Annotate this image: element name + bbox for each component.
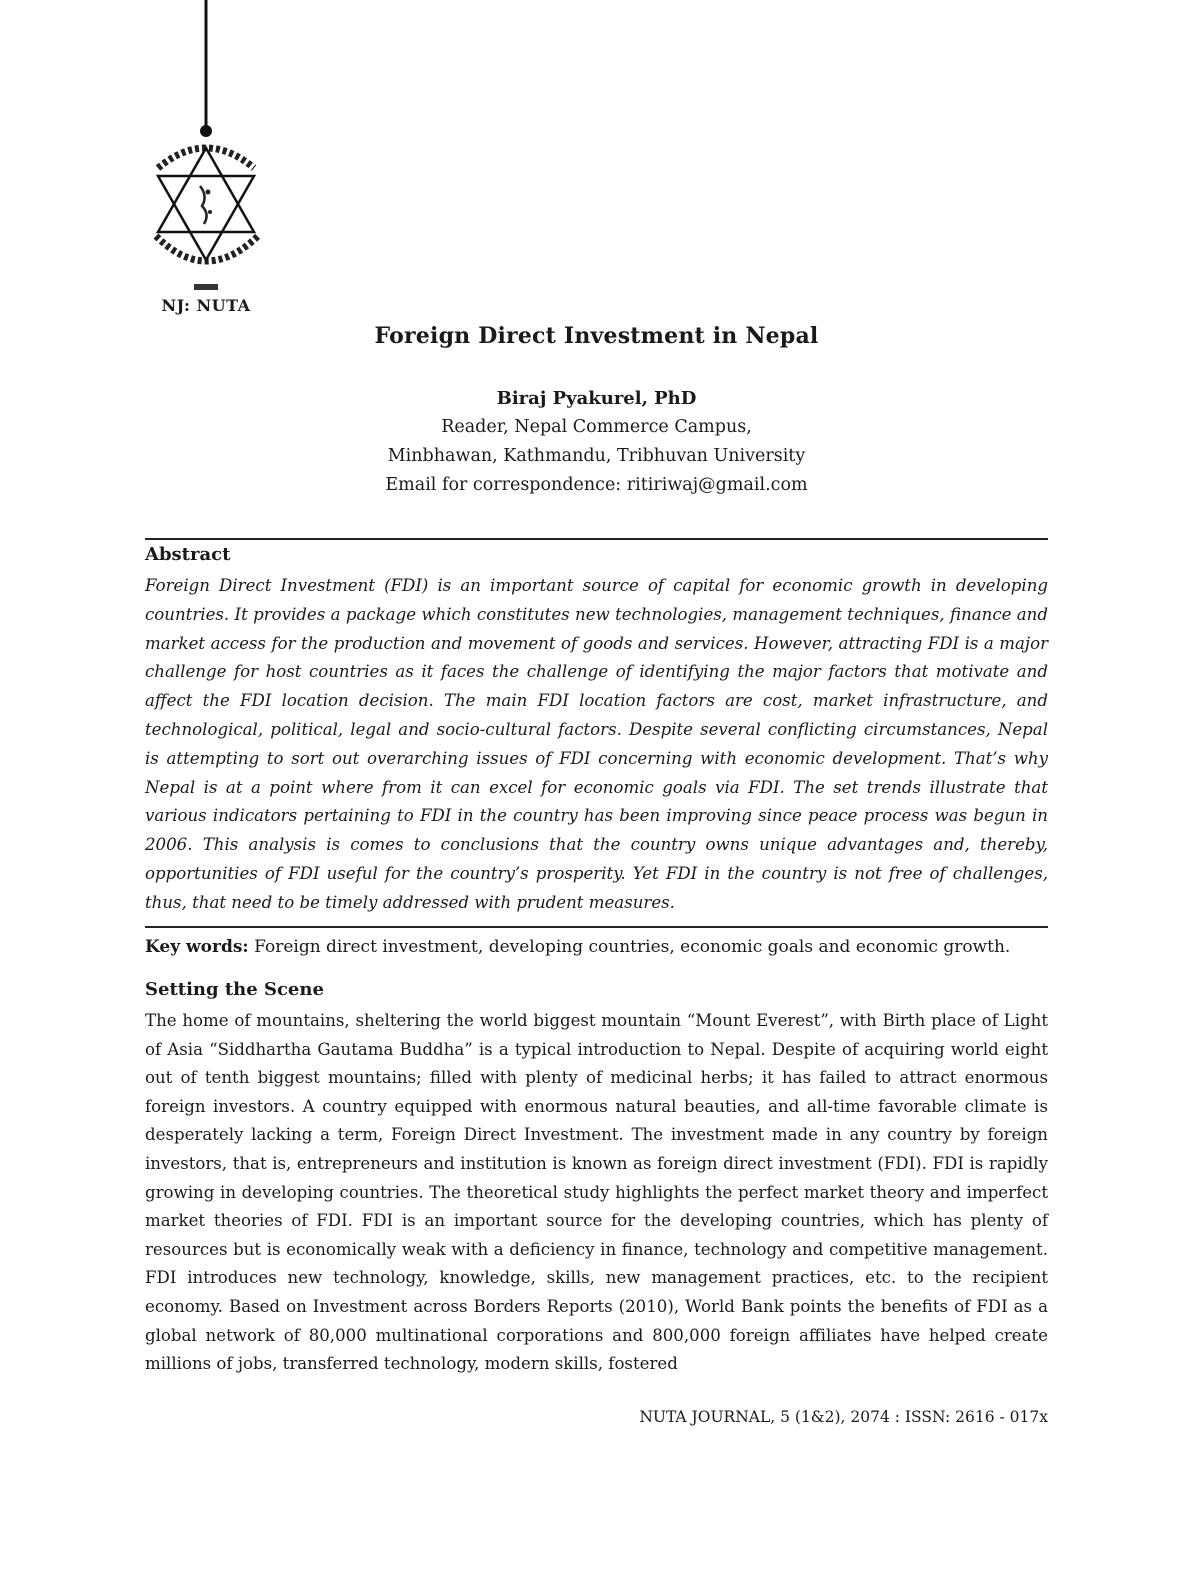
author-email: Email for correspondence: ritiriwaj@gmail.com	[385, 475, 808, 495]
author-affiliation-line1: Reader, Nepal Commerce Campus,	[441, 417, 752, 437]
logo-caption: NJ: NUTA	[161, 296, 251, 315]
nuta-star-seal-icon	[136, 0, 276, 300]
keywords	[145, 937, 1048, 957]
section-heading: Setting the Scene	[145, 979, 324, 1000]
article-title: Foreign Direct Investment in Nepal	[374, 323, 819, 349]
author-affiliation-line2: Minbhawan, Kathmandu, Tribhuvan University	[387, 446, 806, 466]
abstract-text: Foreign Direct Investment (FDI) is an important source of capital for economic growth in developing countries. It provides a package which constitutes new technologies, management techniques, finance and market access for the production and movement of goods and services. However, attracting FDI is a major challenge for host countries as it faces the challenge of identifying the major factors that motivate and affect the FDI location decision. The main FDI location factors are cost, market infrastructure, and technological, political, legal and socio-cultural factors. Despite several conflicting circumstances, Nepal is attempting to sort out overarching issues of FDI concerning with economic development. That’s why Nepal is at a point where from it can excel for economic goals via FDI. The set trends illustrate that various indicators pertaining to FDI in the country has been improving since peace process was begun in 2006. This analysis is comes to conclusions that the country owns unique advantages and, thereby, opportunities of FDI useful for the country’s prosperity. Yet FDI in the country is not free of challenges, thus, that need to be timely addressed with prudent measures.	[145, 576, 1048, 912]
abstract-heading: Abstract	[145, 544, 231, 565]
keywords-label: Key words:	[145, 937, 249, 957]
journal-logo	[136, 0, 276, 320]
journal-citation-footer: NUTA JOURNAL, 5 (1&2), 2074 : ISSN: 2616 - 017x	[639, 1408, 1048, 1426]
keywords-text: Foreign direct investment, developing countries, economic goals and economic growth.	[248, 937, 1011, 957]
section-body-text: The home of mountains, sheltering the world biggest mountain “Mount Everest”, with Birth place of Light of Asia “Siddhartha Gautama Buddha” is a typical introduction to Nepal. Despite of acquiring world eight out of tenth biggest mountains; filled with plenty of medicinal herbs; it has failed to attract enormous foreign investors. A country equipped with enormous natural beauties, and all-time favorable climate is desperately lacking a term, Foreign Direct Investment. The investment made in any country by foreign investors, that is, entrepreneurs and institution is known as foreign direct investment (FDI). FDI is rapidly growing in developing countries. The theoretical study highlights the perfect market theory and imperfect market theories of FDI. FDI is an important source for the developing countries, which has plenty of resources but is economically weak with a deficiency in finance, technology and competitive management. FDI introduces new technology, knowledge, skills, new management practices, etc. to the recipient economy. Based on Investment across Borders Reports (2010), World Bank points the benefits of FDI as a global network of 80,000 multinational corporations and 800,000 foreign affiliates have helped create millions of jobs, transferred technology, modern skills, fostered	[145, 1011, 1048, 1374]
author-name: Biraj Pyakurel, PhD	[496, 388, 697, 409]
abstract-bottom-rule	[145, 926, 1048, 928]
abstract-top-rule	[145, 538, 1048, 540]
